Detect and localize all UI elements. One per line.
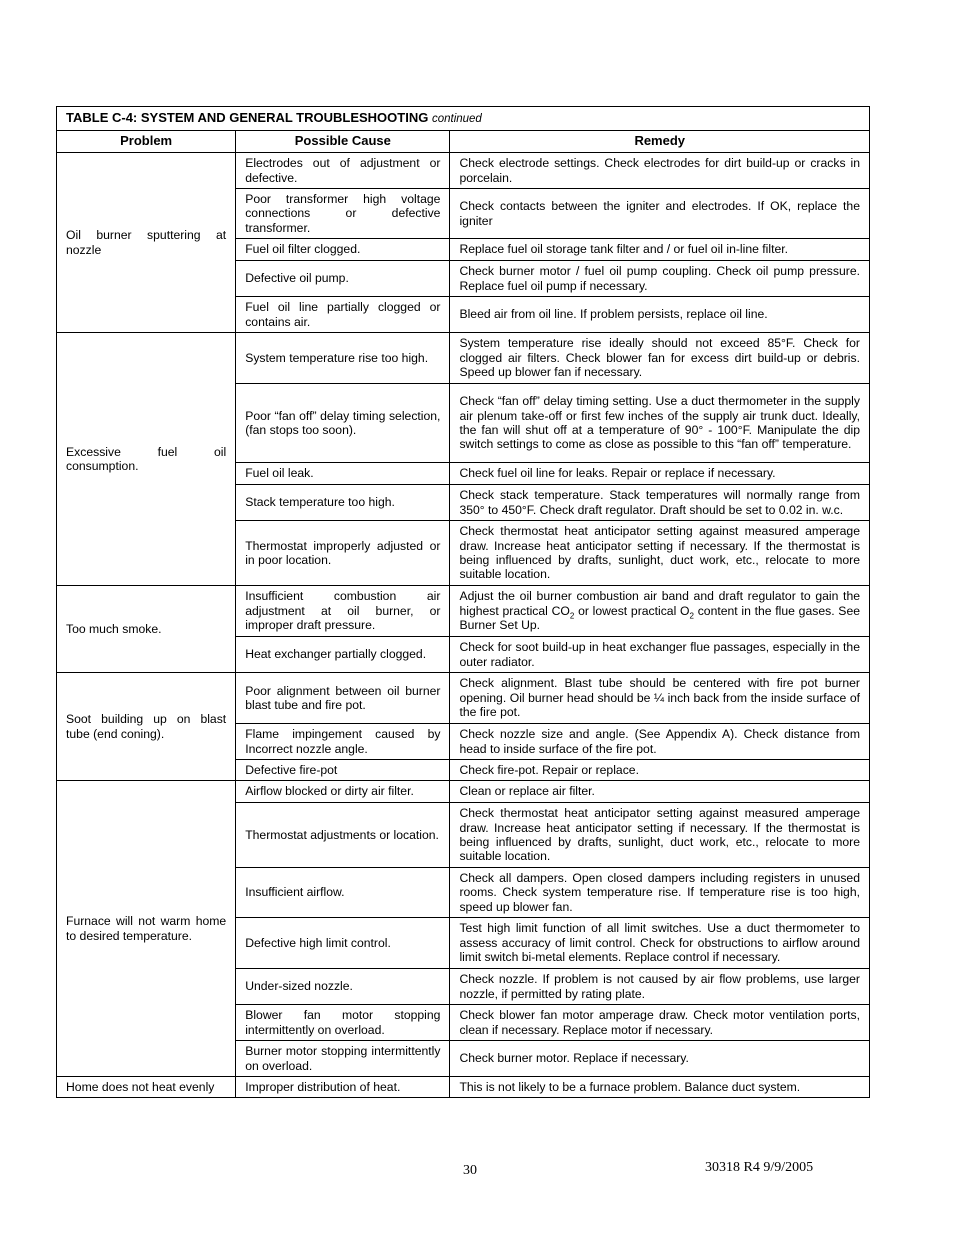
table-body — [57, 153, 870, 1098]
possible-cause-cell: Poor transformer high voltage connections or defective transformer. — [236, 189, 450, 239]
remedy-cell: Replace fuel oil storage tank filter and / or fuel oil in-line filter. — [450, 239, 870, 261]
header-remedy: Remedy — [450, 131, 870, 153]
possible-cause-cell: System temperature rise too high. — [236, 333, 450, 384]
problem-cell: Furnace will not warm home to desired temperature. — [57, 781, 236, 1077]
possible-cause-cell: Insufficient airflow. — [236, 868, 450, 918]
possible-cause-cell: Thermostat improperly adjusted or in poor location. — [236, 521, 450, 586]
header-problem: Problem — [57, 131, 236, 153]
troubleshooting-table — [56, 106, 870, 1098]
problem-cell: Soot building up on blast tube (end coning). — [57, 673, 236, 781]
possible-cause-cell: Defective high limit control. — [236, 918, 450, 969]
remedy-cell: Check contacts between the igniter and electrodes. If OK, replace the igniter — [450, 189, 870, 239]
possible-cause-cell: Fuel oil line partially clogged or contains air. — [236, 297, 450, 333]
page-number: 30 — [463, 1163, 477, 1178]
table-title-text: TABLE C-4: SYSTEM AND GENERAL TROUBLESHOOTING — [66, 109, 429, 125]
table-title — [57, 107, 870, 131]
remedy-cell: Check thermostat heat anticipator setting against measured amperage draw. Increase heat anticipator setting if necessary. If the thermostat is being influenced by drafts, sunlight, duct work, etc., relocate to more suitable location. — [450, 521, 870, 586]
table-row — [57, 586, 870, 637]
possible-cause-cell: Improper distribution of heat. — [236, 1077, 450, 1098]
possible-cause-cell: Defective fire-pot — [236, 760, 450, 781]
problem-cell: Home does not heat evenly — [57, 1077, 236, 1098]
possible-cause-cell: Blower fan motor stopping intermittently on overload. — [236, 1005, 450, 1041]
possible-cause-cell: Airflow blocked or dirty air filter. — [236, 781, 450, 803]
remedy-cell: This is not likely to be a furnace problem. Balance duct system. — [450, 1077, 870, 1098]
remedy-cell: Check “fan off” delay timing setting. Use a duct thermometer in the supply air plenum take-off or first few inches of the supply air trunk duct. Ideally, the fan will shut off at a temperature of 90° - 100°F. Manipulate the dip switch settings to come as close as possible to this “fan off” temperature. — [450, 384, 870, 463]
possible-cause-cell: Heat exchanger partially clogged. — [236, 637, 450, 673]
table-header-row — [57, 131, 870, 153]
remedy-cell: Test high limit function of all limit switches. Use a duct thermometer to assess accuracy of limit control. Check for obstructions to airflow around limit switch bi-metal elements. Replace control if necessary. — [450, 918, 870, 969]
remedy-cell: Check fire-pot. Repair or replace. — [450, 760, 870, 781]
possible-cause-cell: Under-sized nozzle. — [236, 969, 450, 1005]
table-row — [57, 673, 870, 724]
remedy-cell: Check burner motor / fuel oil pump coupling. Check oil pump pressure. Replace fuel oil pump if necessary. — [450, 261, 870, 297]
problem-cell: Too much smoke. — [57, 586, 236, 673]
remedy-cell: Check fuel oil line for leaks. Repair or replace if necessary. — [450, 463, 870, 485]
remedy-cell: Check for soot build-up in heat exchanger flue passages, especially in the outer radiator. — [450, 637, 870, 673]
header-possible-cause: Possible Cause — [236, 131, 450, 153]
possible-cause-cell: Electrodes out of adjustment or defective. — [236, 153, 450, 189]
remedy-cell: Check stack temperature. Stack temperatures will normally range from 350° to 450°F. Check draft regulator. Draft should be set to 0.02 in. w.c. — [450, 485, 870, 521]
table-row — [57, 781, 870, 803]
table-row — [57, 153, 870, 189]
remedy-cell: System temperature rise ideally should not exceed 85°F. Check for clogged air filters. Check blower fan for excess dirt build-up or debris. Speed up blower fan if necessary. — [450, 333, 870, 384]
table-row — [57, 333, 870, 384]
remedy-text: or lowest practical O — [574, 603, 690, 618]
table-title-row — [57, 107, 870, 131]
document-revision: 30318 R4 9/9/2005 — [705, 1160, 814, 1175]
possible-cause-cell: Flame impingement caused by Incorrect nozzle angle. — [236, 724, 450, 760]
possible-cause-cell: Defective oil pump. — [236, 261, 450, 297]
remedy-cell: Check nozzle. If problem is not caused by air flow problems, use larger nozzle, if permitted by rating plate. — [450, 969, 870, 1005]
remedy-cell: Check thermostat heat anticipator setting against measured amperage draw. Increase heat anticipator setting if necessary. If the thermostat is being influenced by drafts, sunlight, duct work, etc., relocate to more suitable location. — [450, 803, 870, 868]
remedy-cell: Check burner motor. Replace if necessary. — [450, 1041, 870, 1077]
possible-cause-cell: Fuel oil leak. — [236, 463, 450, 485]
subscript: 2 — [569, 611, 575, 621]
table-title-suffix: continued — [431, 112, 482, 125]
remedy-cell: Bleed air from oil line. If problem persists, replace oil line. — [450, 297, 870, 333]
remedy-cell: Check electrode settings. Check electrodes for dirt build-up or cracks in porcelain. — [450, 153, 870, 189]
possible-cause-cell: Stack temperature too high. — [236, 485, 450, 521]
possible-cause-cell: Fuel oil filter clogged. — [236, 239, 450, 261]
problem-cell: Excessive fuel oil consumption. — [57, 333, 236, 586]
possible-cause-cell: Burner motor stopping intermittently on overload. — [236, 1041, 450, 1077]
possible-cause-cell: Poor alignment between oil burner blast tube and fire pot. — [236, 673, 450, 724]
remedy-cell: Check blower fan motor amperage draw. Check motor ventilation ports, clean if necessary. Replace motor if necessary. — [450, 1005, 870, 1041]
remedy-text: Adjust the oil burner combustion air band and draft regulator to gain the highest practical CO — [459, 589, 860, 618]
remedy-cell — [450, 586, 870, 637]
subscript: 2 — [689, 611, 694, 621]
table-row — [57, 1077, 870, 1098]
remedy-cell: Check nozzle size and angle. (See Appendix A). Check distance from head to inside surface of the fire pot. — [450, 724, 870, 760]
remedy-cell: Check alignment. Blast tube should be centered with fire pot burner opening. Oil burner head should be ¼ inch back from the inside surface of the fire pot. — [450, 673, 870, 724]
possible-cause-cell: Insufficient combustion air adjustment at oil burner, or improper draft pressure. — [236, 586, 450, 637]
possible-cause-cell: Thermostat adjustments or location. — [236, 803, 450, 868]
remedy-text: content in the flue gases. See Burner Set Up. — [459, 603, 860, 633]
remedy-cell: Check all dampers. Open closed dampers including registers in unused rooms. Check system temperature rise. If temperature rise is too high, speed up blower fan. — [450, 868, 870, 918]
remedy-cell: Clean or replace air filter. — [450, 781, 870, 803]
problem-cell: Oil burner sputtering at nozzle — [57, 153, 236, 333]
possible-cause-cell: Poor “fan off” delay timing selection, (fan stops too soon). — [236, 384, 450, 463]
